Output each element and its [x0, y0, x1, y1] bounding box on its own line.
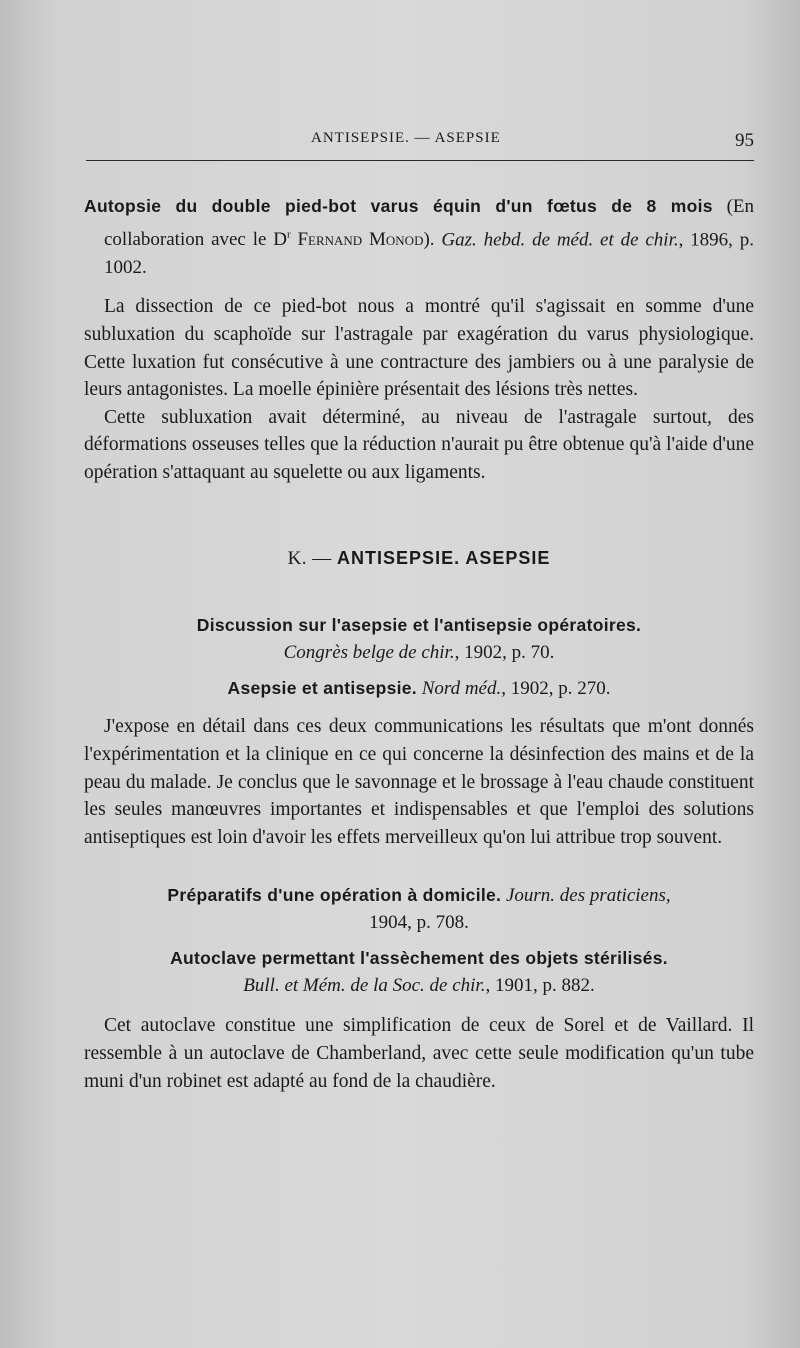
entry-ref: , 1901, p. 882. — [485, 975, 595, 997]
entry-ref: 1904, p. 708. — [369, 912, 469, 934]
bibliography-entry — [84, 675, 754, 702]
entry-title: Discussion sur l'asepsie et l'antisepsie opératoires. — [196, 615, 642, 636]
entry-journal: Congrès belge de chir. — [283, 642, 455, 664]
entry-ref: , 1902, p. 70. — [454, 642, 555, 664]
entry-title: Préparatifs d'une opération à domicile. — [167, 885, 502, 906]
bibliography-entry — [84, 192, 754, 282]
body-paragraph: J'expose en détail dans ces deux communications les résultats que m'ont donnés l'expérimentation et la clinique en ce qui concerne la désinfection des mains et de la peau du malade. Je conclus que le savonnage et le brossage à l'eau chaude constituent les seules manœuvres importantes et indispensables et que l'emploi des solutions antiseptiques est loin d'avoir les effets merveilleux qu'on lui attribue trop souvent. — [84, 716, 754, 848]
collab-sup: r — [286, 229, 291, 241]
collab-name: Fernand Monod — [297, 229, 424, 251]
body-paragraph: La dissection de ce pied-bot nous a montré qu'il s'agissait en somme d'une subluxation du scaphoïde sur l'astragale par exagération du varus physiologique. Cette luxation fut consécutive à une contracture des jambiers ou à une paralysie de leurs antagonistes. La moelle épinière présentait des lésions très nettes. — [84, 296, 754, 401]
entry-journal: Gaz. hebd. de méd. et de chir. — [441, 229, 679, 251]
entry-journal: Journ. des praticiens, — [505, 885, 671, 907]
page-content — [84, 192, 754, 1095]
running-head — [86, 130, 754, 154]
collab-prefix: (En collaboration avec le D — [104, 196, 755, 251]
entry-title: Autopsie du double pied-bot varus équin d'un fœtus de 8 mois — [84, 196, 713, 216]
body-paragraph: Cette subluxation avait déterminé, au niveau de l'astragale surtout, des déformations osseuses telles que la réduction n'aurait pu être obtenue qu'à l'aide d'une opération s'attaquant au squelette ou aux ligaments. — [84, 406, 754, 483]
entry-title: Autoclave permettant l'assèchement des objets stérilisés. — [170, 948, 668, 969]
section-heading — [84, 548, 754, 570]
page-number: 95 — [735, 130, 754, 151]
entry-journal: Bull. et Mém. de la Soc. de chir. — [243, 975, 486, 997]
entry-ref: , 1902, p. 270. — [501, 678, 611, 700]
running-title: ANTISEPSIE. — ASEPSIE — [311, 130, 501, 146]
section-prefix: K. — — [287, 548, 338, 570]
header-rule — [86, 160, 754, 161]
entry-journal: Nord méd. — [421, 678, 502, 700]
bibliography-entry — [84, 945, 754, 999]
body-paragraph: Cet autoclave constitue une simplification de ceux de Sorel et de Vaillard. Il ressemble à un autoclave de Chamberland, avec cette seule modification qu'un tube muni d'un robinet est adapté au fond de la chaudière. — [84, 1015, 754, 1092]
bibliography-entry — [84, 612, 754, 666]
entry-title: Asepsie et antisepsie. — [227, 678, 417, 699]
entry-ref: , 1896, p. 1002. — [104, 229, 755, 279]
section-title: ANTISEPSIE. ASEPSIE — [337, 548, 551, 569]
bibliography-entry — [84, 882, 754, 936]
collab-suffix: ). — [423, 229, 435, 251]
